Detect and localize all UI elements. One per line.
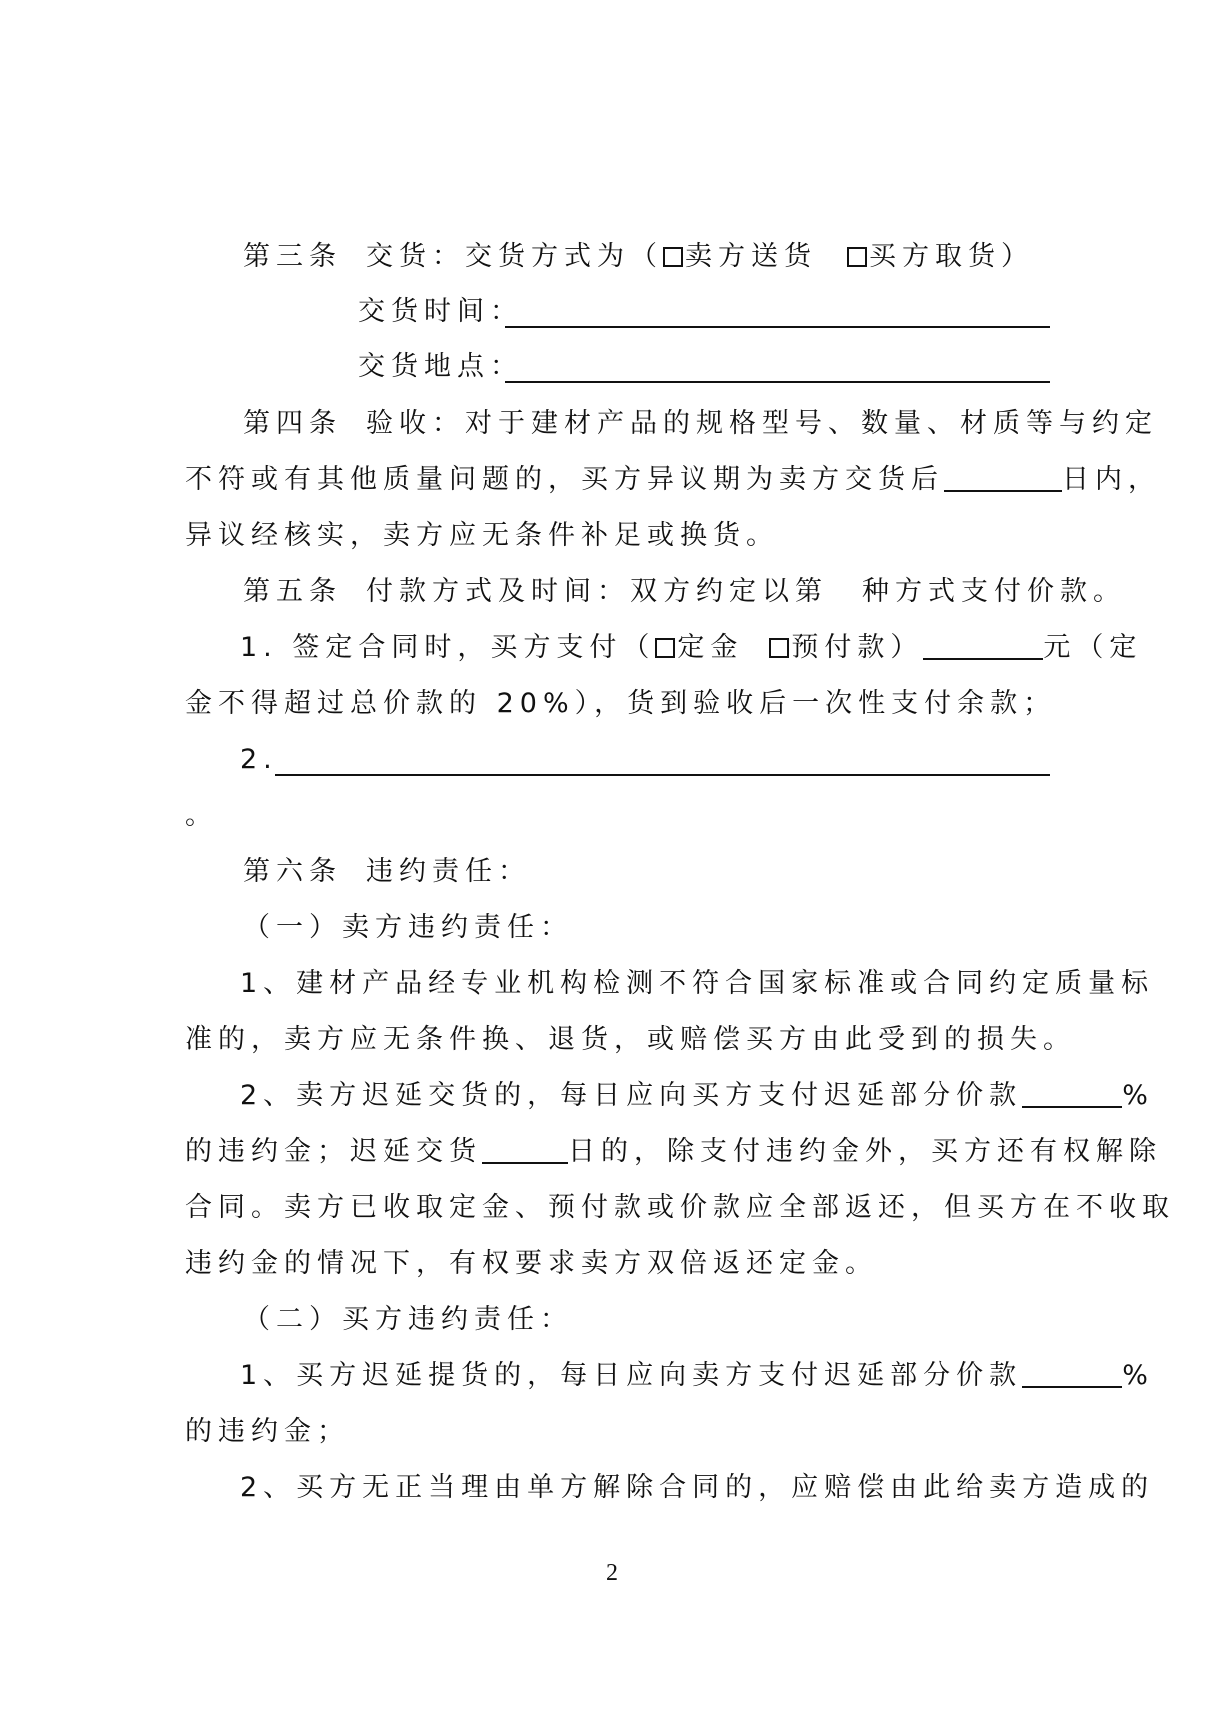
section-1-heading: [243, 900, 1113, 956]
option-deposit: 定金: [677, 632, 744, 663]
item-2-period: 。: [185, 800, 218, 831]
checkbox-deposit[interactable]: [655, 638, 675, 658]
delivery-place-label: 交货地点：: [358, 351, 523, 382]
article-4-line-1: [243, 396, 1158, 452]
article-5-label: 第五条: [243, 576, 342, 607]
seller-penalty-rate-blank[interactable]: [1022, 1070, 1122, 1108]
article-6-label: 第六条: [243, 856, 342, 887]
s1-item-2-line-3: [185, 1180, 1175, 1236]
option-prepayment: 预付款）: [791, 632, 924, 663]
article-5-item-1-line-2: [185, 676, 1055, 732]
article-4-label: 第四条: [243, 408, 342, 439]
s1-item-2-text-3: 日的，除支付违约金外，买方还有权解除: [568, 1136, 1162, 1167]
delivery-method-text: 交货：交货方式为（: [366, 241, 663, 272]
delivery-place-blank[interactable]: [505, 381, 1050, 383]
objection-days-blank[interactable]: [944, 454, 1062, 492]
s2-item-2-text-1: 2、买方无正当理由单方解除合同的，应赔偿由此给卖方造成的: [240, 1472, 1155, 1503]
s1-item-2-text-4: 合同。卖方已收取定金、预付款或价款应全部返还，但买方在不收取: [185, 1192, 1175, 1223]
amount-blank[interactable]: [923, 622, 1043, 660]
section-2-title: （二）买方违约责任：: [243, 1304, 573, 1335]
delivery-place-row: [358, 339, 1224, 395]
s2-item-1-line-1: [240, 1348, 1154, 1404]
item-1-text-2: 金不得超过总价款的 20%），货到验收后一次性支付余款；: [185, 688, 1057, 719]
s1-item-2-text-1: 2、卖方迟延交货的，每日应向买方支付迟延部分价款: [240, 1080, 1023, 1111]
s1-percent-sign: %: [1122, 1080, 1154, 1111]
article-6-heading: [243, 844, 1113, 900]
item-2-blank[interactable]: [275, 774, 1050, 776]
s2-item-1-text-2: 的违约金；: [185, 1416, 350, 1447]
article-5-item-1: [240, 620, 1143, 676]
s1-item-1-text-1: 1、建材产品经专业机构检测不符合国家标准或合同约定质量标: [240, 968, 1155, 999]
article-5-text-1: 付款方式及时间：双方约定以第: [366, 576, 828, 607]
s2-percent-sign: %: [1122, 1360, 1154, 1391]
article-4-text-1: 验收：对于建材产品的规格型号、数量、材质等与约定: [366, 408, 1158, 439]
item-1-text-end: 元（定: [1043, 632, 1143, 663]
option-seller-delivery: 卖方送货: [685, 241, 817, 272]
s1-item-1-line-2: [185, 1012, 1076, 1068]
delivery-time-label: 交货时间：: [358, 296, 523, 327]
s2-item-2-line-1: [240, 1460, 1155, 1516]
article-4-text-4: 异议经核实，卖方应无条件补足或换货。: [185, 520, 779, 551]
delay-days-blank[interactable]: [482, 1126, 568, 1164]
s2-item-1-text-1: 1、买方迟延提货的，每日应向卖方支付迟延部分价款: [240, 1360, 1023, 1391]
s1-item-1-line-1: [240, 956, 1155, 1012]
article-5-text-2: 种方式支付价款。: [862, 576, 1126, 607]
article-4-line-2: [185, 452, 1161, 508]
checkbox-prepayment[interactable]: [769, 638, 789, 658]
article-4-line-3: [185, 508, 1055, 564]
buyer-penalty-rate-blank[interactable]: [1022, 1350, 1122, 1388]
page-number: 2: [606, 1560, 618, 1586]
s1-item-2-text-5: 违约金的情况下，有权要求卖方双倍返还定金。: [185, 1248, 878, 1279]
checkbox-seller-delivery[interactable]: [663, 247, 683, 267]
section-1-title: （一）卖方违约责任：: [243, 912, 573, 943]
checkbox-buyer-pickup[interactable]: [847, 247, 867, 267]
article-5-item-2-end: [185, 788, 1055, 844]
article-5-item-2: [240, 732, 1110, 788]
article-3-label: 第三条: [243, 241, 342, 272]
article-4-text-2: 不符或有其他质量问题的，买方异议期为卖方交货后: [185, 464, 944, 495]
article-5-line-1: [243, 564, 1126, 620]
delivery-time-blank[interactable]: [505, 326, 1050, 328]
s1-item-2-line-1: [240, 1068, 1154, 1124]
article-4-text-3: 日内，: [1062, 464, 1161, 495]
s1-item-1-text-2: 准的，卖方应无条件换、退货，或赔偿买方由此受到的损失。: [185, 1024, 1076, 1055]
s2-item-1-line-2: [185, 1404, 1055, 1460]
section-2-heading: [243, 1292, 1113, 1348]
option-buyer-pickup: 买方取货）: [869, 241, 1034, 272]
item-2-label: 2.: [240, 744, 278, 775]
s1-item-2-line-4: [185, 1236, 1055, 1292]
s1-item-2-line-2: [185, 1124, 1162, 1180]
delivery-time-row: [358, 284, 1224, 340]
article-6-title: 违约责任：: [366, 856, 531, 887]
article-3-line-1: [243, 229, 1113, 285]
s1-item-2-text-2: 的违约金；迟延交货: [185, 1136, 482, 1167]
item-1-text: 1. 签定合同时，买方支付（: [240, 632, 656, 663]
